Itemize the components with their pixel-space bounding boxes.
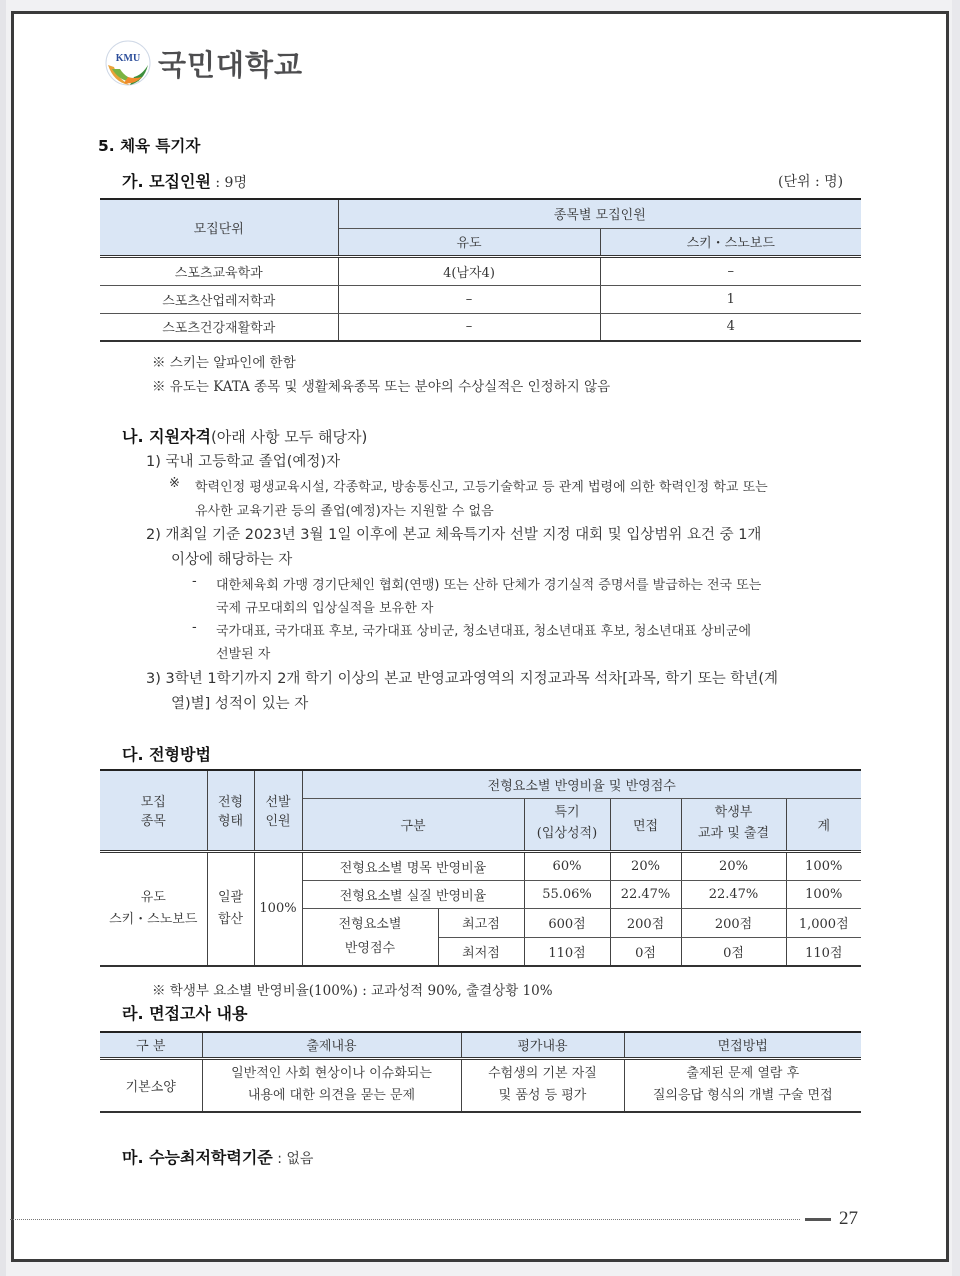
cell-category: 기본소양	[100, 1058, 202, 1112]
cell-unit: 스포츠산업레저학과	[100, 285, 338, 313]
header-special: 특기 (입상성적)	[524, 798, 610, 851]
unit-label: (단위 : 명)	[778, 174, 844, 190]
cell-label: 전형요소별 실질 반영비율	[302, 880, 524, 908]
svg-text:KMU: KMU	[115, 53, 141, 64]
cell-label: 최고점	[438, 908, 524, 937]
ga-heading	[122, 169, 247, 192]
cell-evaluation: 수험생의 기본 자질 및 품성 등 평가	[461, 1058, 624, 1112]
recruitment-table	[100, 198, 861, 342]
cell-judo: –	[338, 285, 600, 313]
header-group: 전형요소별 반영비율 및 반영점수	[302, 770, 861, 798]
cell-total: 110점	[786, 937, 861, 966]
header-category: 구분	[302, 798, 524, 851]
cell-interview: 0점	[610, 937, 681, 966]
ma-value: : 없음	[272, 1151, 314, 1167]
cell-score-label: 전형요소별 반영점수	[302, 908, 438, 966]
qualification-2-sub: 국가대표, 국가대표 후보, 국가대표 상비군, 청소년대표, 청소년대표 후보, 청소년대표 상비군에	[216, 624, 752, 639]
qualification-2-sub-cont: 국제 규모대회의 입상실적을 보유한 자	[216, 601, 434, 616]
bullet-dash: -	[192, 574, 197, 589]
cell-event: 유도 스키・스노보드	[100, 851, 207, 966]
cell-interview: 20%	[610, 851, 681, 880]
ra-title: 라. 면접고사 내용	[122, 1004, 248, 1023]
qualification-3: 3) 3학년 1학기까지 2개 학기 이상의 본교 반영교과영역의 지정교과목 석차[과목, 학기 또는 학년(계	[146, 671, 779, 687]
cell-special: 600점	[524, 908, 610, 937]
qualification-1-note-cont: 유사한 교육기관 등의 졸업(예정)자는 지원할 수 없음	[195, 504, 494, 519]
cell-total: 100%	[786, 851, 861, 880]
cell-special: 110점	[524, 937, 610, 966]
cell-label: 최저점	[438, 937, 524, 966]
interview-table	[100, 1031, 861, 1113]
cell-interview: 200점	[610, 908, 681, 937]
header-select: 선발 인원	[254, 770, 302, 851]
selection-method-table	[100, 769, 861, 967]
document-page	[11, 11, 949, 1262]
cell-select: 100%	[254, 851, 302, 966]
na-heading	[122, 424, 367, 447]
table-row	[100, 285, 861, 313]
da-title: 다. 전형방법	[122, 745, 211, 764]
cell-record: 20%	[681, 851, 786, 880]
kmu-emblem-icon	[104, 39, 152, 87]
header-event: 모집 종목	[100, 770, 207, 851]
cell-total: 1,000점	[786, 908, 861, 937]
table-row	[100, 313, 861, 341]
ma-heading	[122, 1145, 313, 1168]
cell-method: 출제된 문제 열람 후 질의응답 형식의 개별 구술 면접	[624, 1058, 861, 1112]
cell-unit: 스포츠교육학과	[100, 256, 338, 285]
header-interview: 면접	[610, 798, 681, 851]
cell-unit: 스포츠건강재활학과	[100, 313, 338, 341]
header-category: 구 분	[100, 1032, 202, 1058]
header-judo: 유도	[338, 228, 600, 256]
cell-ski: –	[600, 256, 861, 285]
footer-dotted-line	[10, 1219, 800, 1220]
cell-ski: 1	[600, 285, 861, 313]
cell-content: 일반적인 사회 현상이나 이슈화되는 내용에 대한 의견을 묻는 문제	[202, 1058, 461, 1112]
note: ※ 학생부 요소별 반영비율(100%) : 교과성적 90%, 출결상황 10%	[152, 983, 553, 999]
university-name: 국민대학교	[158, 47, 304, 82]
na-title: 나. 지원자격	[122, 427, 211, 446]
cell-total: 100%	[786, 880, 861, 908]
cell-record: 0점	[681, 937, 786, 966]
cell-judo: 4(남자4)	[338, 256, 600, 285]
table-row	[100, 1058, 861, 1112]
header-method: 면접방법	[624, 1032, 861, 1058]
ga-value: : 9명	[210, 175, 247, 191]
header-evaluation: 평가내용	[461, 1032, 624, 1058]
qualification-1: 1) 국내 고등학교 졸업(예정)자	[146, 454, 341, 470]
header-total: 계	[786, 798, 861, 851]
cell-special: 55.06%	[524, 880, 610, 908]
cell-ski: 4	[600, 313, 861, 341]
qualification-2: 2) 개최일 기준 2023년 3월 1일 이후에 본교 체육특기자 선발 지정 대회 및 입상범위 요건 중 1개	[146, 527, 762, 543]
cell-judo: –	[338, 313, 600, 341]
note-mark: ※	[169, 476, 180, 491]
qualification-2-sub: 대한체육회 가맹 경기단체인 협회(연맹) 또는 산하 단체가 경기실적 증명서를 발급하는 전국 또는	[216, 578, 762, 593]
header-unit: 모집단위	[100, 199, 338, 256]
table-row	[100, 851, 861, 880]
footer-dash	[805, 1218, 831, 1221]
note: ※ 스키는 알파인에 한함	[152, 355, 296, 371]
header-content: 출제내용	[202, 1032, 461, 1058]
bullet-dash: -	[192, 620, 197, 635]
header-ski: 스키・스노보드	[600, 228, 861, 256]
table-row	[100, 256, 861, 285]
qualification-2-sub-cont: 선발된 자	[216, 647, 271, 662]
viewer-scrollbar-track[interactable]	[952, 0, 960, 1276]
na-title-suffix: (아래 사항 모두 해당자)	[210, 428, 368, 446]
header-type: 전형 형태	[207, 770, 254, 851]
ga-title: 가. 모집인원	[122, 172, 211, 191]
cell-special: 60%	[524, 851, 610, 880]
qualification-2-cont: 이상에 해당하는 자	[171, 552, 293, 568]
cell-type: 일괄 합산	[207, 851, 254, 966]
cell-interview: 22.47%	[610, 880, 681, 908]
header-group: 종목별 모집인원	[338, 199, 861, 228]
qualification-3-cont: 열)별] 성적이 있는 자	[171, 696, 309, 712]
qualification-1-note: 학력인정 평생교육시설, 각종학교, 방송통신고, 고등기술학교 등 관계 법령에 의한 학력인정 학교 또는	[195, 480, 768, 495]
header-record: 학생부 교과 및 출결	[681, 798, 786, 851]
viewer-left-edge	[0, 0, 6, 1276]
cell-record: 22.47%	[681, 880, 786, 908]
cell-label: 전형요소별 명목 반영비율	[302, 851, 524, 880]
university-logo	[104, 38, 303, 88]
section-title: 5. 체육 특기자	[98, 137, 201, 155]
page-number: 27	[839, 1208, 858, 1229]
ma-title: 마. 수능최저학력기준	[122, 1148, 273, 1167]
note: ※ 유도는 KATA 종목 및 생활체육종목 또는 분야의 수상실적은 인정하지 않음	[152, 379, 611, 395]
cell-record: 200점	[681, 908, 786, 937]
